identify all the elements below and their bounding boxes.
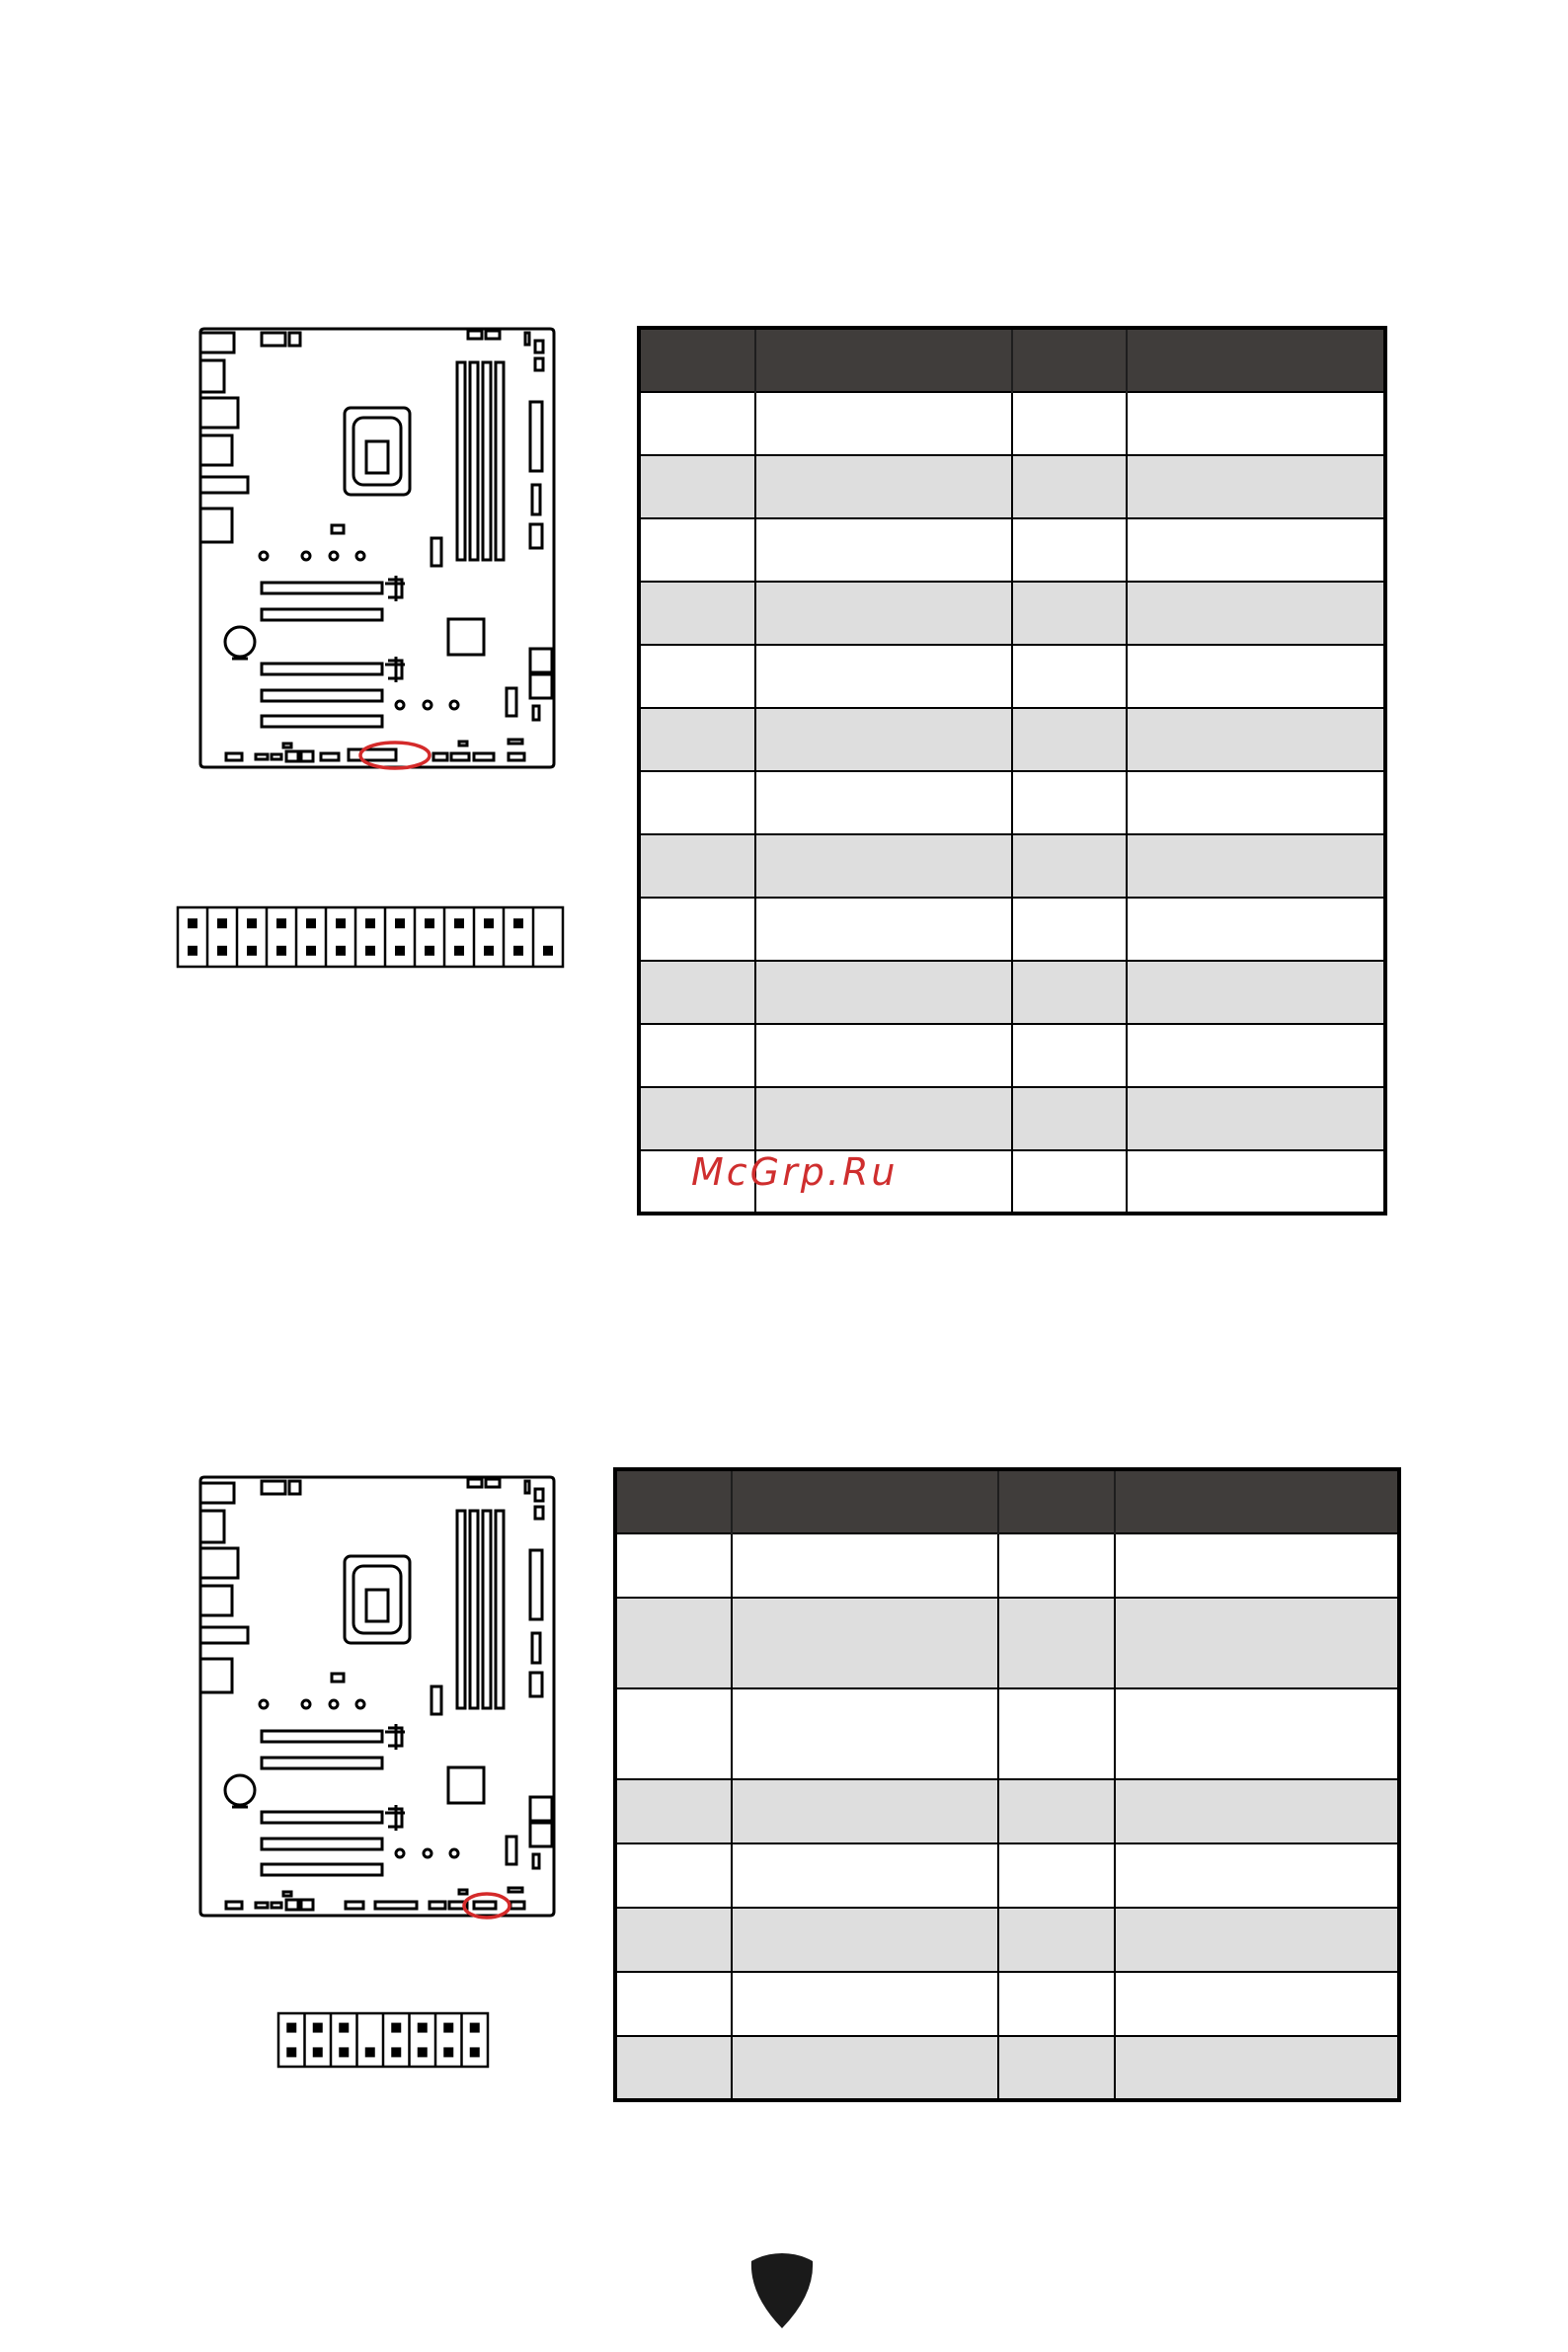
table-cell (755, 961, 1012, 1024)
table-cell (1012, 1024, 1127, 1087)
table-cell (639, 1024, 755, 1087)
table-cell (1127, 455, 1385, 518)
header-pin (454, 918, 464, 928)
table-cell (615, 1779, 732, 1843)
table-cell (755, 708, 1012, 771)
table-cell (1115, 1908, 1399, 1972)
header-pin (395, 946, 405, 956)
header-pin (391, 2047, 401, 2057)
header-pin (313, 2023, 323, 2033)
header-pin (306, 946, 316, 956)
header-pin (217, 946, 227, 956)
table-row (615, 1779, 1399, 1843)
motherboard-diagram-bottom (193, 1471, 558, 1925)
table-cell (1127, 392, 1385, 455)
header-pin (286, 2023, 296, 2033)
table-cell (1127, 582, 1385, 645)
table-cell (732, 1598, 998, 1688)
table-row (639, 708, 1385, 771)
header-pin (443, 2047, 453, 2057)
table-cell (732, 1779, 998, 1843)
table-cell (1012, 455, 1127, 518)
table-row (639, 771, 1385, 834)
header-pin (313, 2047, 323, 2057)
header-pin (188, 918, 197, 928)
table-cell (998, 1779, 1115, 1843)
table-cell (732, 2036, 998, 2100)
table-row (639, 518, 1385, 582)
table-cell (639, 834, 755, 898)
table-cell (1115, 1598, 1399, 1688)
table-cell (1012, 1087, 1127, 1150)
table-cell (615, 1908, 732, 1972)
table-cell (1127, 708, 1385, 771)
table-cell (1115, 1533, 1399, 1598)
table-cell (639, 645, 755, 708)
table-cell (1127, 898, 1385, 961)
header-pin (470, 2023, 480, 2033)
table-row (615, 1972, 1399, 2036)
header-pin (513, 946, 523, 956)
header-pin (418, 2047, 428, 2057)
table-cell (732, 1688, 998, 1779)
table-cell (1012, 518, 1127, 582)
table-cell (639, 771, 755, 834)
top_section-header-cell (639, 328, 755, 392)
bottom_section-header-cell (1115, 1469, 1399, 1533)
header-pin (418, 2023, 428, 2033)
table-cell (755, 392, 1012, 455)
table-cell (998, 1972, 1115, 2036)
table-cell (755, 834, 1012, 898)
header-pin (484, 946, 494, 956)
table-cell (1012, 582, 1127, 645)
table-cell (639, 455, 755, 518)
table-row (639, 582, 1385, 645)
header-pin (247, 918, 257, 928)
table-cell (732, 1533, 998, 1598)
table-row (615, 1908, 1399, 1972)
table-cell (1127, 771, 1385, 834)
table-cell (1115, 1972, 1399, 2036)
table-cell (998, 1908, 1115, 1972)
top_section-header-cell (755, 328, 1012, 392)
table-cell (998, 1843, 1115, 1908)
table-cell (639, 392, 755, 455)
table-row (639, 1087, 1385, 1150)
table-cell (615, 1972, 732, 2036)
header-pin (454, 946, 464, 956)
watermark-text: McGrp.Ru (691, 1150, 899, 1194)
table-cell (639, 708, 755, 771)
table-cell (615, 1598, 732, 1688)
header-pin (306, 918, 316, 928)
table-cell (755, 645, 1012, 708)
table-cell (1127, 961, 1385, 1024)
table-row (639, 455, 1385, 518)
top_section-header-cell (1012, 328, 1127, 392)
table-cell (755, 518, 1012, 582)
header-pin (276, 918, 286, 928)
table-cell (755, 1087, 1012, 1150)
table-cell (639, 898, 755, 961)
top_section-header-cell (1127, 328, 1385, 392)
table-row (615, 1598, 1399, 1688)
table-cell (1115, 1843, 1399, 1908)
header-pin (425, 918, 434, 928)
table-row (639, 961, 1385, 1024)
pin-definition-table-bottom (613, 1467, 1401, 2102)
table-cell (1012, 1150, 1127, 1214)
table-row (615, 1533, 1399, 1598)
table-cell (755, 582, 1012, 645)
table-cell (615, 1533, 732, 1598)
table-row (639, 645, 1385, 708)
table-cell (998, 1598, 1115, 1688)
table-row (615, 2036, 1399, 2100)
pin-header-13x2 (176, 905, 566, 971)
table-cell (1115, 2036, 1399, 2100)
bottom_section-header-cell (732, 1469, 998, 1533)
table-cell (732, 1972, 998, 2036)
table-cell (755, 898, 1012, 961)
table-cell (615, 1688, 732, 1779)
table-cell (639, 518, 755, 582)
table-cell (1012, 834, 1127, 898)
table-row (639, 898, 1385, 961)
table-cell (998, 1688, 1115, 1779)
table-cell (755, 455, 1012, 518)
table-cell (639, 1087, 755, 1150)
highlight-circle (464, 1894, 510, 1918)
header-pin (365, 2047, 375, 2057)
table-cell (1115, 1779, 1399, 1843)
header-pin (276, 946, 286, 956)
table-cell (998, 1533, 1115, 1598)
bottom_section-header-cell (998, 1469, 1115, 1533)
table-cell (732, 1843, 998, 1908)
table-row (639, 392, 1385, 455)
table-cell (1127, 1087, 1385, 1150)
header-pin (484, 918, 494, 928)
header-pin (217, 918, 227, 928)
table-cell (1127, 1024, 1385, 1087)
table-cell (1012, 708, 1127, 771)
header-pin (365, 946, 375, 956)
table-row (639, 1024, 1385, 1087)
table-cell (1012, 392, 1127, 455)
bottom_section-header-cell (615, 1469, 732, 1533)
table-cell (1012, 961, 1127, 1024)
table-cell (1012, 898, 1127, 961)
header-pin (336, 946, 346, 956)
header-pin (513, 918, 523, 928)
header-pin (425, 946, 434, 956)
table-cell (998, 2036, 1115, 2100)
header-pin (365, 918, 375, 928)
header-pin (470, 2047, 480, 2057)
pin-definition-table-top (637, 326, 1387, 1215)
table-cell (1127, 518, 1385, 582)
header-pin (247, 946, 257, 956)
table-cell (1127, 1150, 1385, 1214)
table-cell (639, 582, 755, 645)
table-row (639, 834, 1385, 898)
header-pin (339, 2023, 349, 2033)
header-pin (391, 2023, 401, 2033)
pin-header-8x2 (276, 2011, 494, 2071)
table-cell (1127, 834, 1385, 898)
header-pin (188, 946, 197, 956)
table-cell (755, 1024, 1012, 1087)
table-cell (1012, 771, 1127, 834)
motherboard-diagram-top (193, 323, 558, 777)
table-cell (615, 2036, 732, 2100)
table-cell (639, 961, 755, 1024)
table-cell (1012, 645, 1127, 708)
shield-icon (747, 2251, 817, 2330)
table-cell (1115, 1688, 1399, 1779)
table-cell (1127, 645, 1385, 708)
table-cell (732, 1908, 998, 1972)
table-cell (755, 771, 1012, 834)
header-pin (543, 946, 553, 956)
table-row (615, 1688, 1399, 1779)
header-pin (286, 2047, 296, 2057)
header-pin (336, 918, 346, 928)
table-cell (615, 1843, 732, 1908)
header-pin (395, 918, 405, 928)
table-row (615, 1843, 1399, 1908)
header-pin (443, 2023, 453, 2033)
header-pin (339, 2047, 349, 2057)
